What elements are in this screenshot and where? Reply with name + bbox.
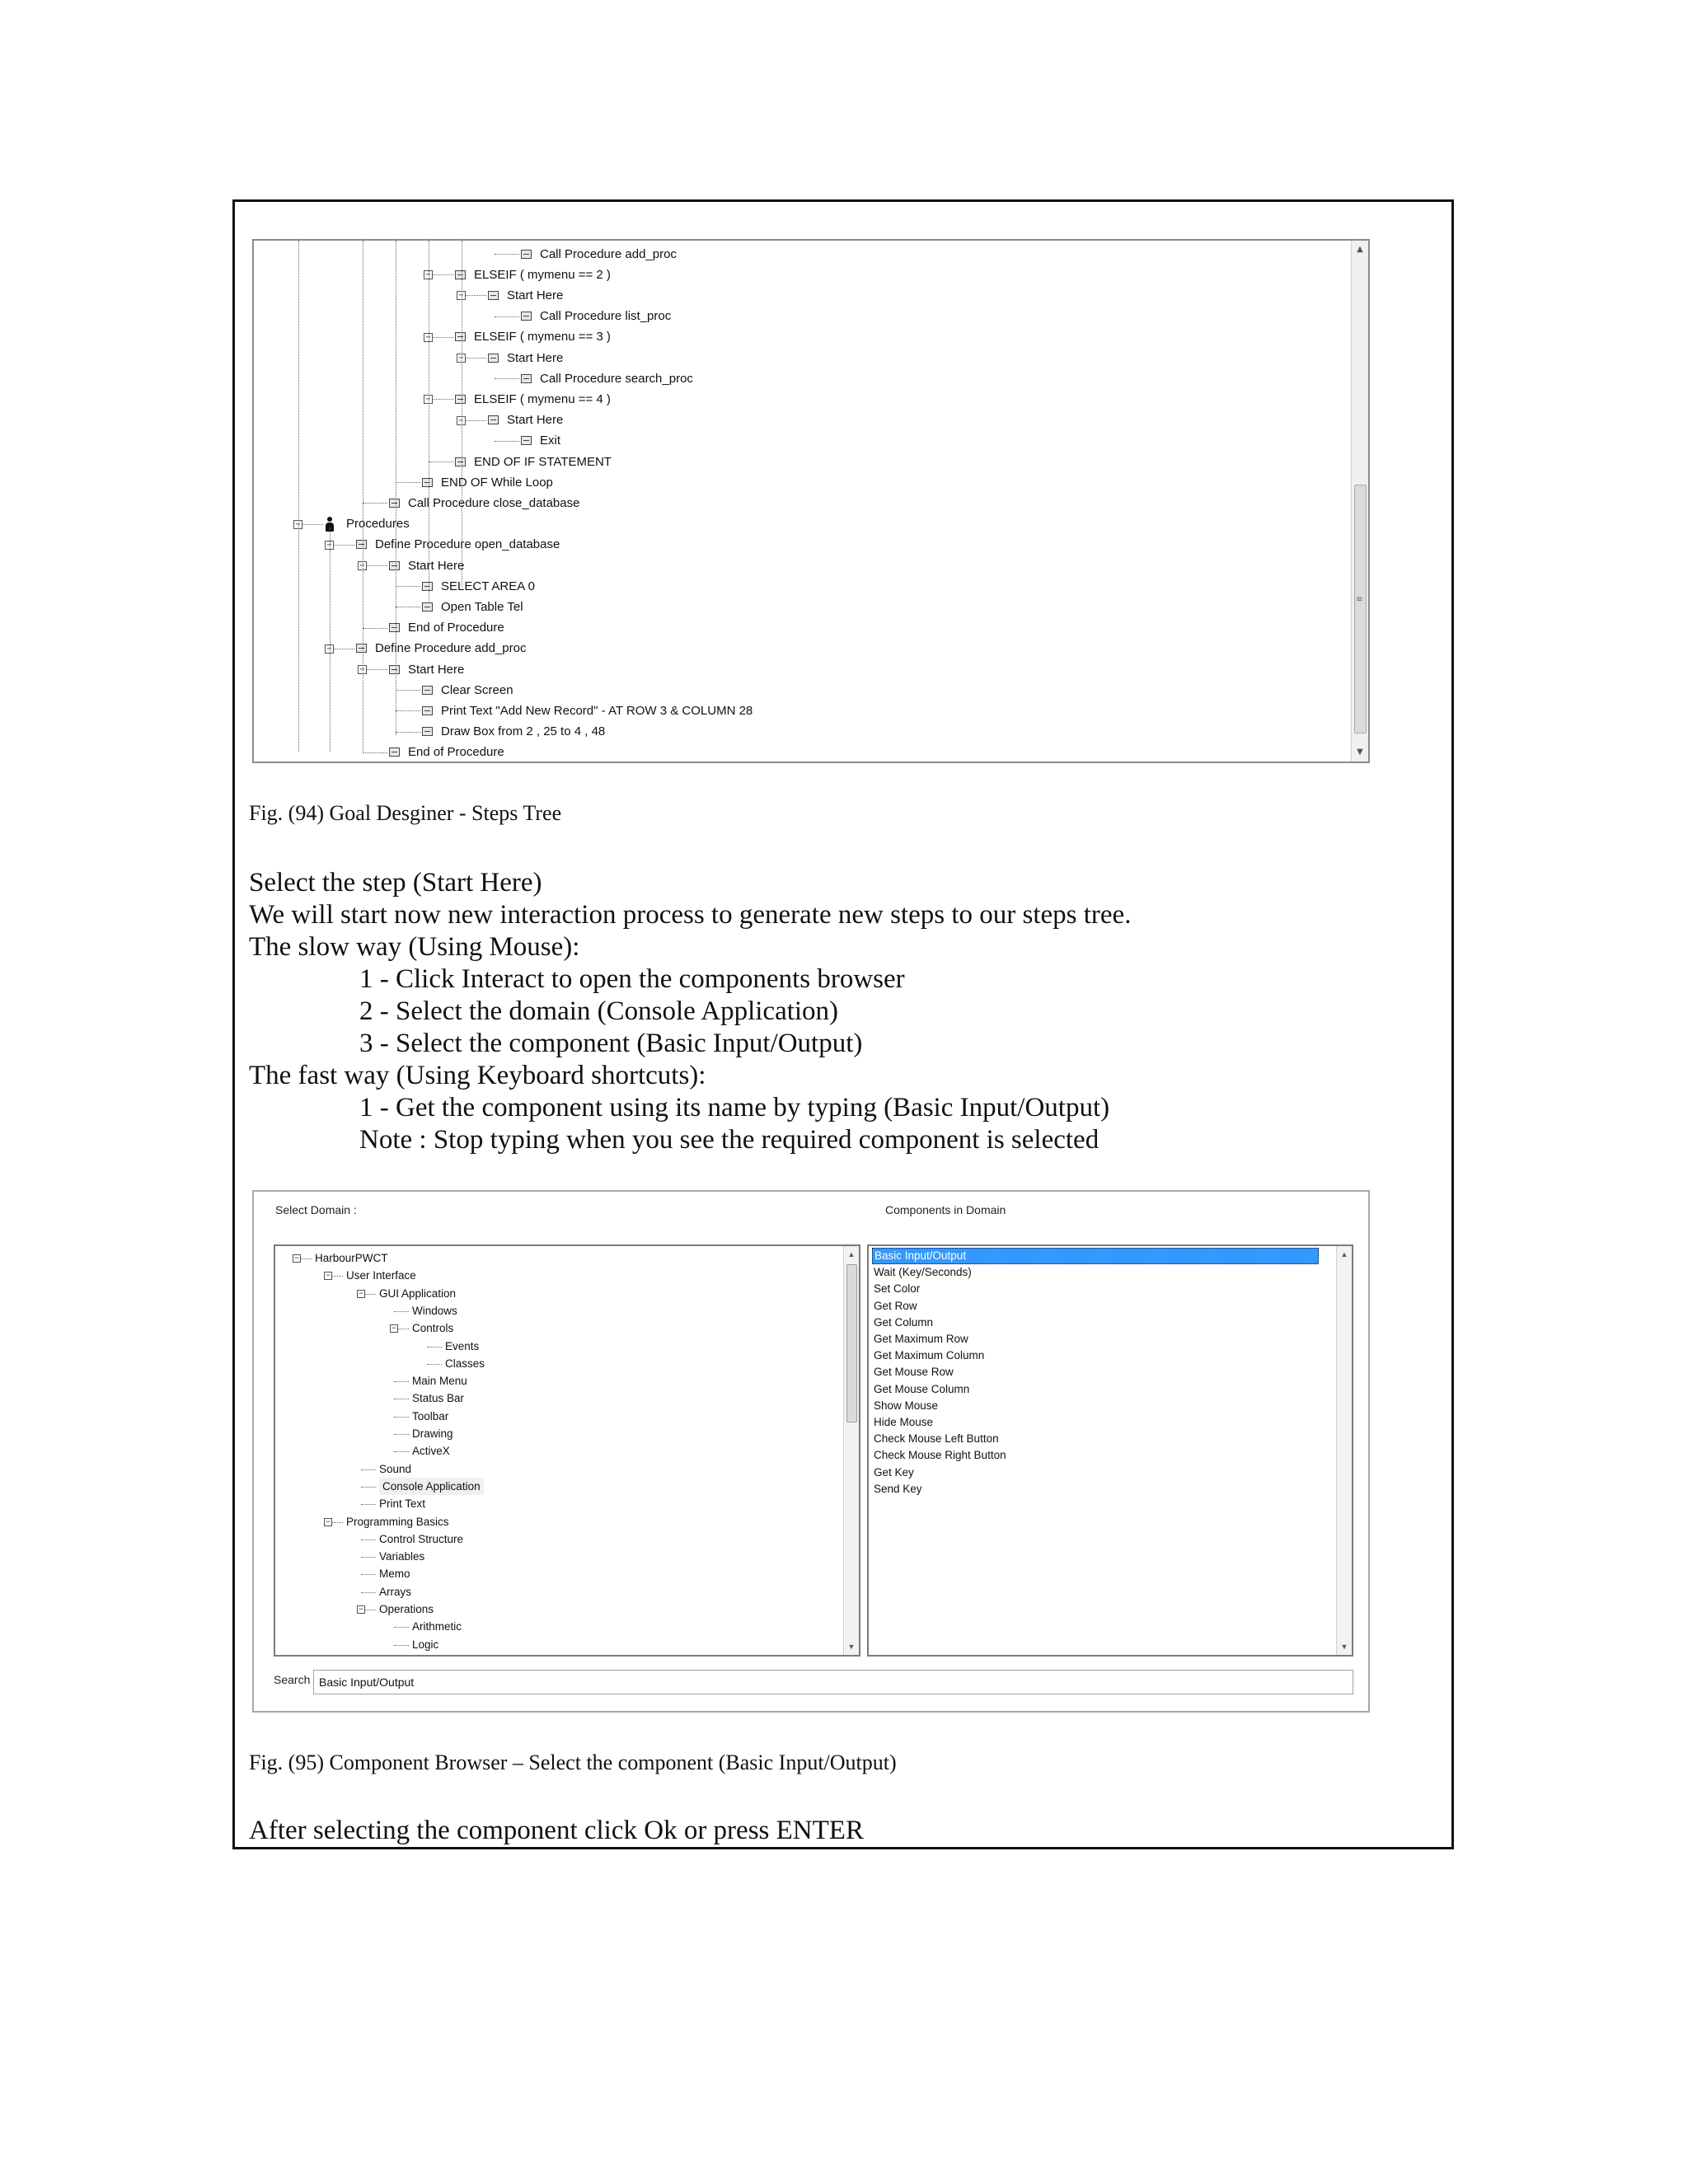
- step-node-icon: [389, 499, 400, 508]
- collapse-icon[interactable]: −: [457, 291, 466, 300]
- tree-connector: [394, 1311, 409, 1312]
- component-item[interactable]: Send Key: [874, 1482, 922, 1495]
- instruction-note: Note : Stop typing when you see the required component is selected: [359, 1125, 1100, 1155]
- component-item[interactable]: Check Mouse Left Button: [874, 1432, 999, 1446]
- tree-connector: [394, 1645, 409, 1646]
- component-item[interactable]: Get Maximum Row: [874, 1333, 968, 1345]
- step-node-icon: [455, 270, 466, 279]
- components-list-panel[interactable]: [867, 1244, 1353, 1657]
- tree-node[interactable]: [521, 431, 560, 451]
- fig94-caption: Fig. (94) Goal Desginer - Steps Tree: [249, 801, 562, 825]
- tree-node[interactable]: [356, 639, 526, 658]
- step-node-icon: [455, 395, 466, 404]
- step-node-icon: [488, 354, 499, 363]
- domain-node[interactable]: GUI Application: [379, 1286, 457, 1300]
- tree-node-label: ELSEIF ( mymenu == 4 ): [474, 391, 611, 406]
- select-domain-label: Select Domain :: [275, 1203, 357, 1216]
- tree-connector: [495, 316, 519, 317]
- tree-node[interactable]: [422, 576, 535, 596]
- scroll-thumb[interactable]: [846, 1264, 857, 1422]
- scroll-up-arrow-icon[interactable]: ▲: [847, 1250, 856, 1258]
- step-node-icon: [422, 706, 433, 715]
- step-node-icon: [356, 644, 367, 653]
- step-node-icon: [521, 250, 532, 259]
- collapse-icon[interactable]: −: [293, 1254, 301, 1263]
- step-node-icon: [422, 727, 433, 736]
- tree-node-label: End of Procedure: [408, 621, 504, 635]
- tree-node-label: Call Procedure close_database: [408, 495, 580, 510]
- collapse-icon[interactable]: −: [358, 665, 367, 674]
- steps-tree: [254, 241, 1352, 762]
- tree-connector: [495, 254, 519, 255]
- collapse-icon[interactable]: −: [424, 333, 433, 342]
- tree-node[interactable]: [521, 244, 677, 264]
- scroll-thumb[interactable]: [1354, 485, 1367, 733]
- tree-connector: [394, 1627, 409, 1628]
- instruction-step: 3 - Select the component (Basic Input/Output): [359, 1029, 863, 1058]
- domain-node[interactable]: Events: [445, 1339, 480, 1352]
- step-node-icon: [422, 602, 433, 612]
- scroll-up-arrow-icon[interactable]: ▲: [1357, 245, 1363, 254]
- tree-node-label: Call Procedure add_proc: [540, 246, 677, 261]
- tree-connector: [394, 1434, 409, 1435]
- tree-node[interactable]: [521, 307, 671, 326]
- collapse-icon[interactable]: −: [424, 270, 433, 279]
- tree-node[interactable]: [455, 265, 611, 284]
- domain-node[interactable]: Programming Basics: [346, 1515, 449, 1528]
- domain-node[interactable]: Logic: [412, 1638, 439, 1651]
- step-node-icon: [521, 436, 532, 445]
- domain-node[interactable]: Print Text: [379, 1497, 426, 1511]
- tree-connector: [396, 482, 420, 483]
- tree-connector: [298, 241, 299, 752]
- tree-connector: [394, 1417, 409, 1418]
- domain-node[interactable]: Toolbar: [412, 1409, 449, 1422]
- tree-node-label: Start Here: [507, 413, 564, 428]
- scroll-grip-icon: ≡: [1356, 595, 1363, 604]
- step-node-icon: [455, 332, 466, 341]
- component-item[interactable]: Get Mouse Column: [874, 1382, 970, 1395]
- domain-tree[interactable]: [275, 1246, 844, 1655]
- component-item[interactable]: Check Mouse Right Button: [874, 1449, 1006, 1462]
- tree-node-label: Start Here: [507, 350, 564, 365]
- tree-connector: [363, 752, 387, 753]
- tree-node-label: Start Here: [408, 662, 465, 677]
- step-node-icon: [389, 561, 400, 570]
- tree-node[interactable]: [422, 597, 523, 616]
- domain-node[interactable]: Variables: [379, 1550, 425, 1563]
- instruction-step: 1 - Get the component using its name by typing (Basic Input/Output): [359, 1093, 1110, 1122]
- component-item[interactable]: Hide Mouse: [874, 1416, 934, 1428]
- step-node-icon: [521, 374, 532, 383]
- tree-node-label: Print Text "Add New Record" - AT ROW 3 & COLUMN 28: [441, 703, 753, 718]
- collapse-icon[interactable]: −: [457, 416, 466, 425]
- scroll-up-arrow-icon[interactable]: ▲: [1340, 1250, 1348, 1258]
- component-item[interactable]: Get Maximum Column: [874, 1349, 985, 1362]
- domain-node[interactable]: Drawing: [412, 1427, 453, 1440]
- step-node-icon: [488, 415, 499, 424]
- tree-connector: [396, 710, 420, 711]
- tree-connector: [361, 1504, 376, 1505]
- search-input[interactable]: Basic Input/Output: [313, 1670, 1353, 1694]
- instruction-line: The fast way (Using Keyboard shortcuts):: [249, 1061, 706, 1090]
- collapse-icon[interactable]: −: [325, 644, 334, 654]
- domain-node[interactable]: Memo: [379, 1568, 410, 1581]
- collapse-icon[interactable]: −: [424, 395, 433, 404]
- component-item[interactable]: Get Key: [874, 1465, 914, 1479]
- step-node-icon: [422, 582, 433, 591]
- tree-node[interactable]: [356, 535, 560, 555]
- component-item[interactable]: Basic Input/Output: [872, 1248, 1319, 1264]
- scroll-down-arrow-icon[interactable]: ▼: [1340, 1643, 1348, 1651]
- components-scrollbar[interactable]: [1336, 1246, 1352, 1655]
- instruction-line: We will start now new interaction process to generate new steps to our steps tree.: [249, 900, 1132, 930]
- instruction-step: 2 - Select the domain (Console Application): [359, 996, 839, 1026]
- tree-node-label: SELECT AREA 0: [441, 579, 535, 593]
- collapse-icon[interactable]: −: [293, 520, 302, 529]
- tree-connector: [396, 586, 420, 587]
- tree-connector: [394, 1451, 409, 1452]
- search-label: Search: [274, 1673, 311, 1686]
- step-node-icon: [356, 540, 367, 549]
- domain-node[interactable]: Classes: [445, 1357, 485, 1370]
- tree-node-label: END OF While Loop: [441, 475, 553, 490]
- tree-node[interactable]: [389, 659, 464, 679]
- component-item[interactable]: Show Mouse: [874, 1399, 939, 1412]
- instruction-line: Select the step (Start Here): [249, 868, 542, 898]
- tree-node-label: Procedures: [346, 517, 410, 532]
- domain-node[interactable]: HarbourPWCT: [315, 1252, 388, 1264]
- collapse-icon[interactable]: −: [357, 1605, 365, 1614]
- fig95-caption: Fig. (95) Component Browser – Select the component (Basic Input/Output): [249, 1750, 897, 1774]
- component-browser-screenshot: [252, 1190, 1370, 1713]
- step-node-icon: [389, 665, 400, 674]
- tree-node[interactable]: [488, 410, 563, 430]
- instructions: [249, 867, 1131, 1156]
- components-list[interactable]: [869, 1246, 1337, 1655]
- step-node-icon: [521, 312, 532, 321]
- domain-tree-panel[interactable]: [274, 1244, 860, 1657]
- collapse-icon[interactable]: −: [324, 1518, 332, 1526]
- collapse-icon[interactable]: −: [325, 541, 334, 550]
- tree-node-label: Draw Box from 2 , 25 to 4 , 48: [441, 724, 606, 739]
- tree-connector: [330, 527, 331, 752]
- component-item[interactable]: Get Column: [874, 1315, 934, 1329]
- collapse-icon[interactable]: −: [358, 561, 367, 570]
- tree-node[interactable]: [389, 493, 579, 513]
- tree-node-label: Start Here: [408, 558, 465, 573]
- tree-node-label: Exit: [540, 434, 561, 448]
- tree-connector: [361, 1469, 376, 1470]
- tree-connector: [361, 1487, 376, 1488]
- scroll-down-arrow-icon[interactable]: ▼: [847, 1643, 856, 1651]
- tree-node[interactable]: [455, 327, 611, 347]
- component-item[interactable]: Set Color: [874, 1282, 921, 1296]
- tree-node[interactable]: [389, 743, 504, 762]
- tree-node-label: Start Here: [507, 288, 564, 302]
- domain-node[interactable]: Controls: [412, 1322, 454, 1335]
- tree-node-label: End of Procedure: [408, 745, 504, 760]
- step-node-icon: [422, 478, 433, 487]
- tree-node-label: Define Procedure open_database: [375, 537, 560, 552]
- collapse-icon[interactable]: −: [390, 1324, 398, 1333]
- tree-connector: [396, 732, 420, 733]
- step-node-icon: [422, 686, 433, 695]
- steps-tree-scrollbar[interactable]: [1351, 241, 1368, 762]
- domain-node[interactable]: ActiveX: [412, 1445, 450, 1458]
- tree-node[interactable]: [488, 348, 563, 368]
- tree-node-label: Call Procedure list_proc: [540, 309, 672, 324]
- tree-node[interactable]: [521, 368, 693, 388]
- domain-node[interactable]: Arrays: [379, 1585, 412, 1598]
- tree-node[interactable]: [422, 680, 513, 700]
- domain-node[interactable]: Windows: [412, 1304, 457, 1317]
- tree-node[interactable]: [455, 452, 612, 471]
- tree-node[interactable]: [389, 555, 464, 575]
- domain-node[interactable]: Control Structure: [379, 1532, 464, 1545]
- tree-connector: [495, 441, 519, 442]
- components-in-domain-label: Components in Domain: [885, 1203, 1006, 1216]
- instruction-line: The slow way (Using Mouse):: [249, 932, 580, 962]
- step-node-icon: [488, 291, 499, 300]
- collapse-icon[interactable]: −: [324, 1272, 332, 1280]
- tree-connector: [361, 1557, 376, 1558]
- tree-connector: [394, 1381, 409, 1382]
- tree-node-label: ELSEIF ( mymenu == 2 ): [474, 267, 611, 282]
- tree-node-label: Open Table Tel: [441, 599, 523, 614]
- instruction-step: 1 - Click Interact to open the components browser: [359, 964, 905, 994]
- steps-tree-screenshot: [252, 239, 1370, 763]
- tree-node-label: ELSEIF ( mymenu == 3 ): [474, 330, 611, 344]
- component-item[interactable]: Get Mouse Row: [874, 1366, 954, 1379]
- domain-node[interactable]: Console Application: [379, 1478, 484, 1495]
- tree-node-label: Clear Screen: [441, 682, 513, 697]
- tree-connector: [363, 503, 387, 504]
- tree-connector: [495, 378, 519, 379]
- tree-node[interactable]: [325, 514, 410, 534]
- domain-node[interactable]: Operations: [379, 1603, 434, 1615]
- tree-connector: [363, 628, 387, 629]
- scroll-down-arrow-icon[interactable]: ▼: [1357, 748, 1363, 757]
- tree-node-label: END OF IF STATEMENT: [474, 454, 612, 469]
- tree-node[interactable]: [422, 722, 605, 742]
- domain-node[interactable]: Sound: [379, 1462, 412, 1475]
- tree-connector: [427, 1364, 442, 1365]
- tree-node[interactable]: [389, 618, 504, 638]
- domain-scrollbar[interactable]: [843, 1246, 859, 1655]
- step-node-icon: [389, 748, 400, 757]
- tree-node[interactable]: [488, 285, 563, 305]
- domain-node[interactable]: Status Bar: [412, 1392, 465, 1405]
- closing-text: After selecting the component click Ok or press ENTER: [249, 1816, 864, 1845]
- tree-node[interactable]: [422, 701, 753, 720]
- component-item[interactable]: Get Row: [874, 1299, 917, 1312]
- collapse-icon[interactable]: −: [357, 1290, 365, 1298]
- tree-node-label: Call Procedure search_proc: [540, 371, 693, 386]
- domain-node[interactable]: User Interface: [346, 1269, 416, 1282]
- tree-connector: [396, 690, 420, 691]
- domain-node[interactable]: Main Menu: [412, 1375, 467, 1388]
- tree-node[interactable]: [422, 472, 553, 492]
- collapse-icon[interactable]: −: [457, 354, 466, 363]
- tree-node-label: Define Procedure add_proc: [375, 641, 527, 656]
- domain-node[interactable]: Arithmetic: [412, 1620, 462, 1633]
- tree-connector: [361, 1574, 376, 1575]
- tree-node[interactable]: [455, 389, 611, 409]
- step-node-icon: [455, 457, 466, 466]
- step-node-icon: [389, 623, 400, 632]
- tree-connector: [361, 1592, 376, 1593]
- component-item[interactable]: Wait (Key/Seconds): [874, 1266, 972, 1279]
